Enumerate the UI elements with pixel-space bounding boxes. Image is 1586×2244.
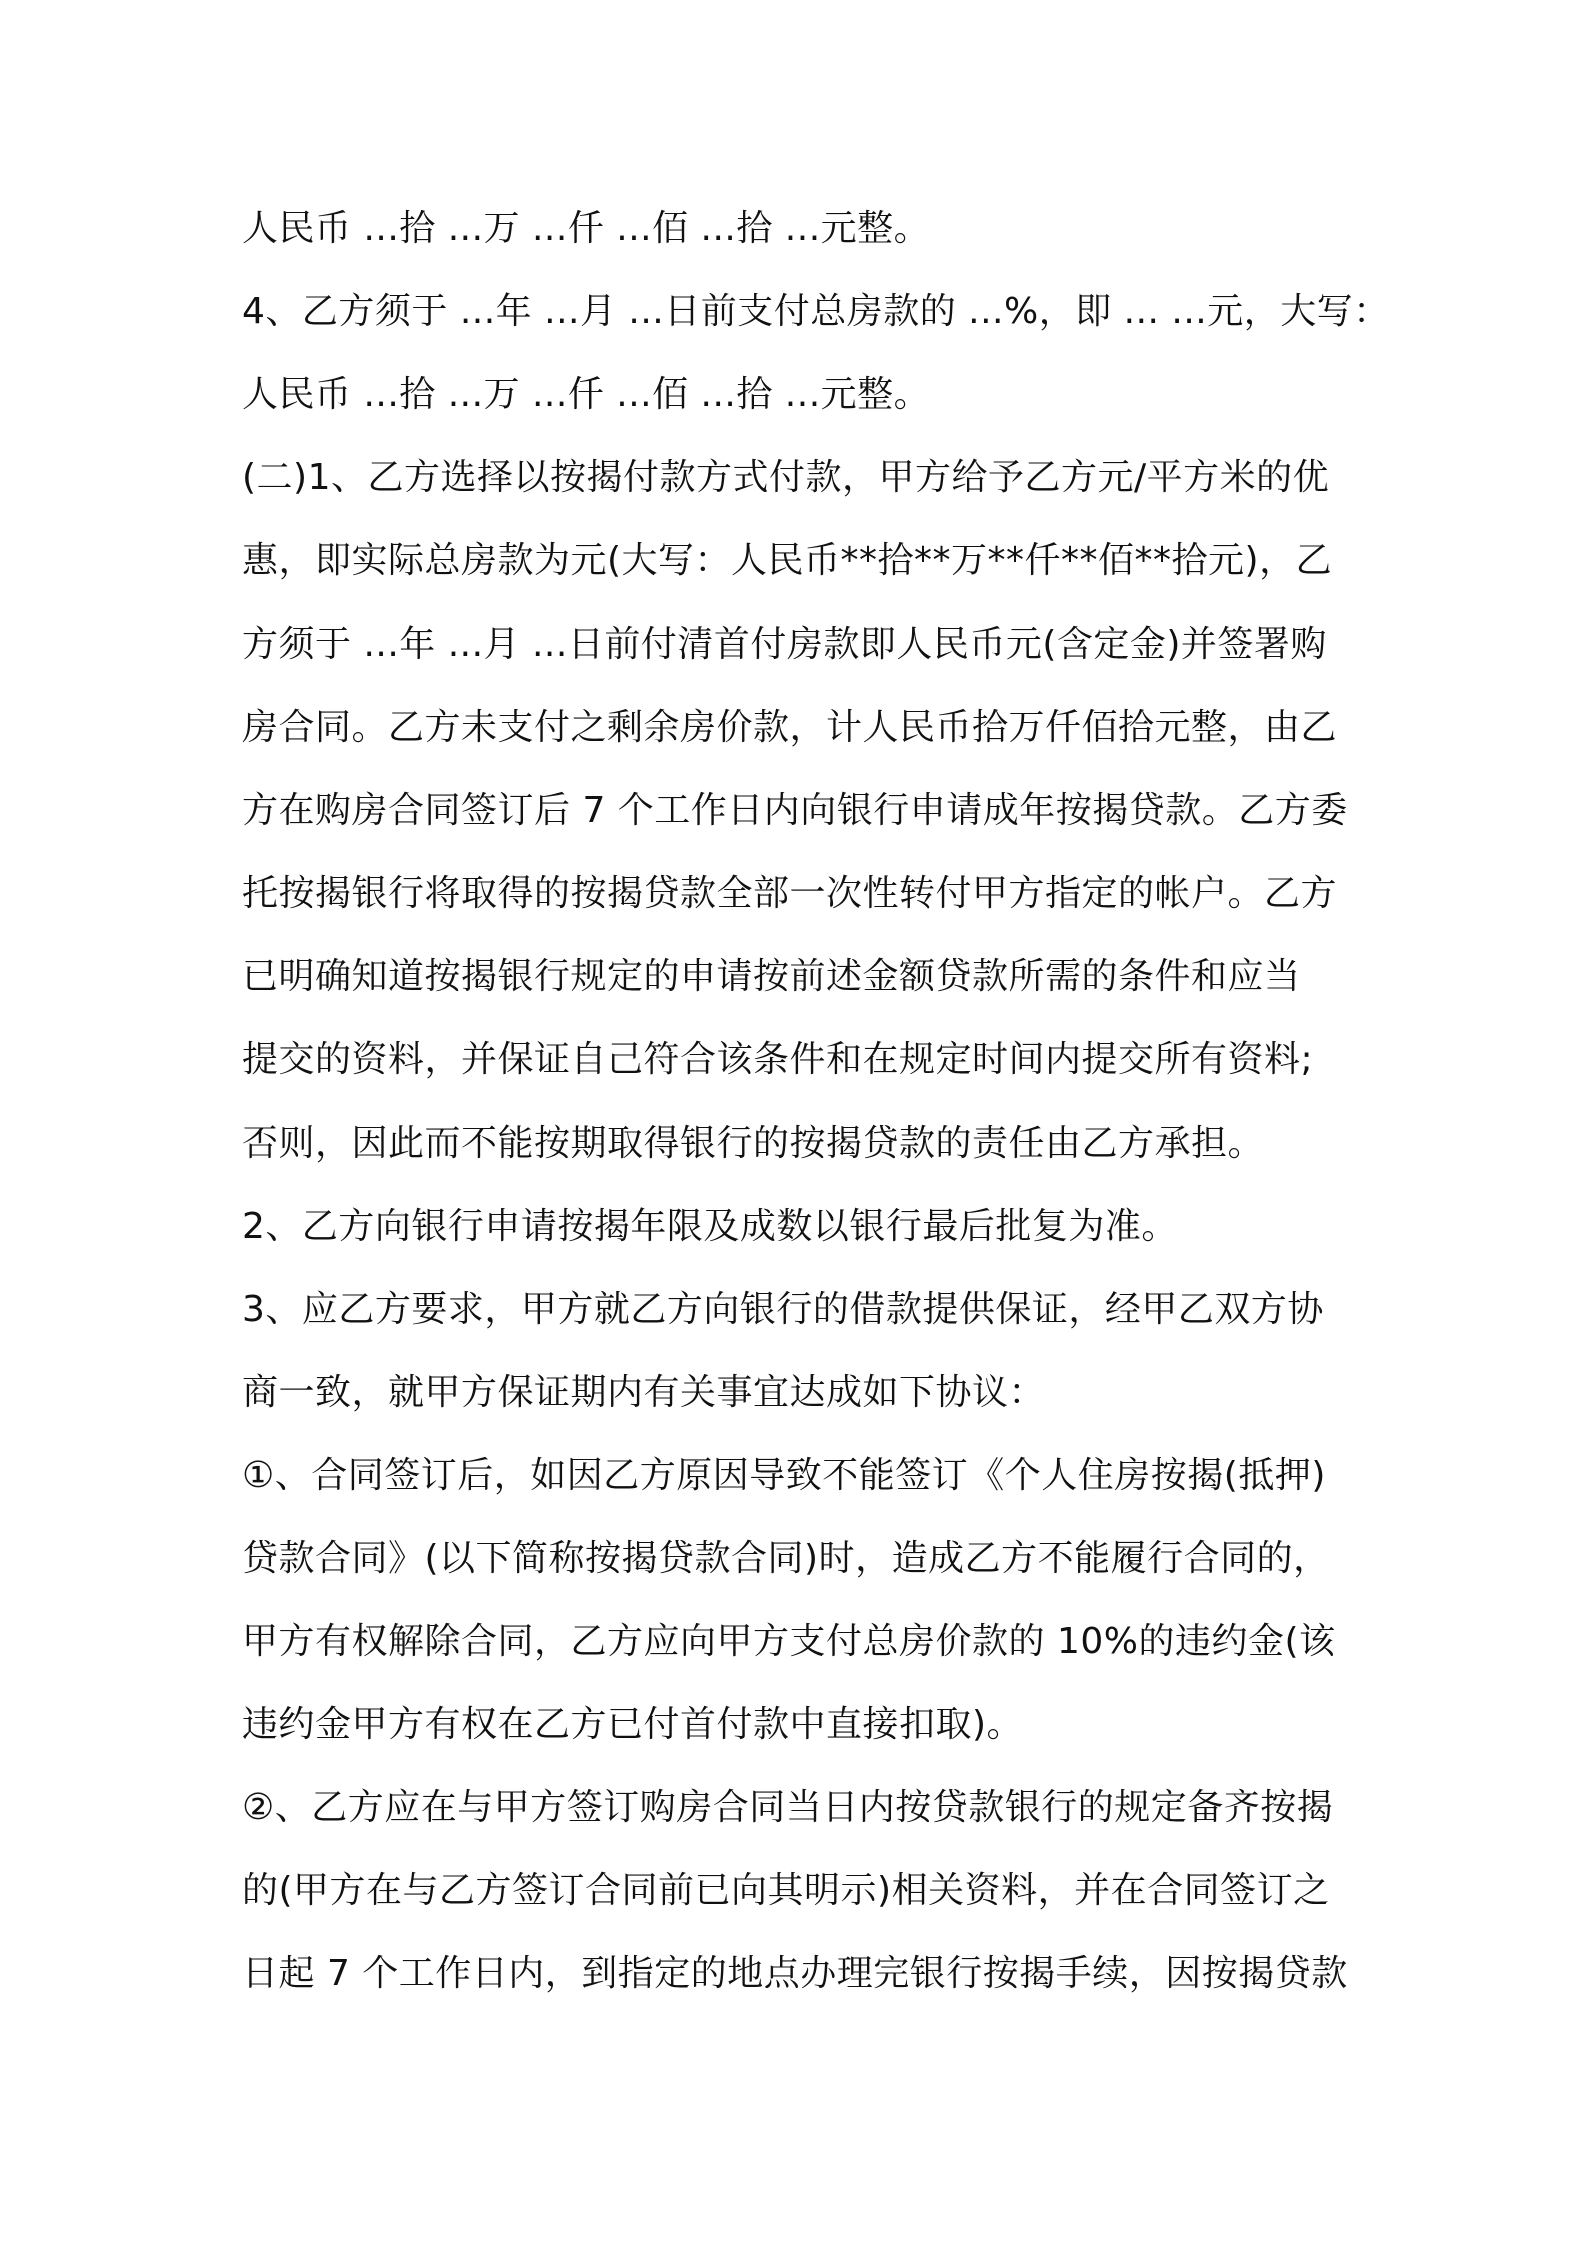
text-line: 日起 7 个工作日内，到指定的地点办理完银行按揭手续，因按揭贷款 xyxy=(242,1953,1348,1994)
text-line: (二)1、乙方选择以按揭付款方式付款，甲方给予乙方元/平方米的优 xyxy=(242,457,1330,498)
text-line: 房合同。乙方未支付之剩余房价款，计人民币拾万仟佰拾元整，由乙 xyxy=(242,707,1338,748)
text-line: 惠，即实际总房款为元(大写：人民币**拾**万**仟**佰**拾元)，乙 xyxy=(242,540,1333,581)
text-line: 违约金甲方有权在乙方已付首付款中直接扣取)。 xyxy=(242,1704,1024,1745)
text-line: 否则，因此而不能按期取得银行的按揭贷款的责任由乙方承担。 xyxy=(242,1123,1265,1164)
text-line: 3、应乙方要求，甲方就乙方向银行的借款提供保证，经甲乙双方协 xyxy=(242,1289,1324,1330)
text-line: 贷款合同》(以下简称按揭贷款合同)时，造成乙方不能履行合同的， xyxy=(242,1538,1330,1579)
text-line: 的(甲方在与乙方签订合同前已向其明示)相关资料，并在合同签订之 xyxy=(242,1870,1330,1911)
text-line: 方须于 ...年 ...月 ...日前付清首付房款即人民币元(含定金)并签署购 xyxy=(242,624,1327,665)
text-line: 托按揭银行将取得的按揭贷款全部一次性转付甲方指定的帐户。乙方 xyxy=(242,873,1338,914)
text-line: 已明确知道按揭银行规定的申请按前述金额贷款所需的条件和应当 xyxy=(242,956,1301,997)
text-line: ②、乙方应在与甲方签订购房合同当日内按贷款银行的规定备齐按揭 xyxy=(242,1787,1334,1828)
text-line: 4、乙方须于 ...年 ...月 ...日前支付总房款的 ...%，即 ... ...元，大写： xyxy=(242,291,1390,332)
text-line: ①、合同签订后，如因乙方原因导致不能签订《个人住房按揭(抵押) xyxy=(242,1455,1326,1496)
text-line: 方在购房合同签订后 7 个工作日内向银行申请成年按揭贷款。乙方委 xyxy=(242,790,1348,831)
text-line: 商一致，就甲方保证期内有关事宜达成如下协议： xyxy=(242,1372,1046,1413)
text-line: 2、乙方向银行申请按揭年限及成数以银行最后批复为准。 xyxy=(242,1206,1178,1247)
text-line: 提交的资料，并保证自己符合该条件和在规定时间内提交所有资料; xyxy=(242,1039,1314,1080)
text-line: 人民币 ...拾 ...万 ...仟 ...佰 ...拾 ...元整。 xyxy=(242,208,931,249)
text-line: 甲方有权解除合同，乙方应向甲方支付总房价款的 10%的违约金(该 xyxy=(242,1621,1336,1662)
text-line: 人民币 ...拾 ...万 ...仟 ...佰 ...拾 ...元整。 xyxy=(242,374,931,415)
